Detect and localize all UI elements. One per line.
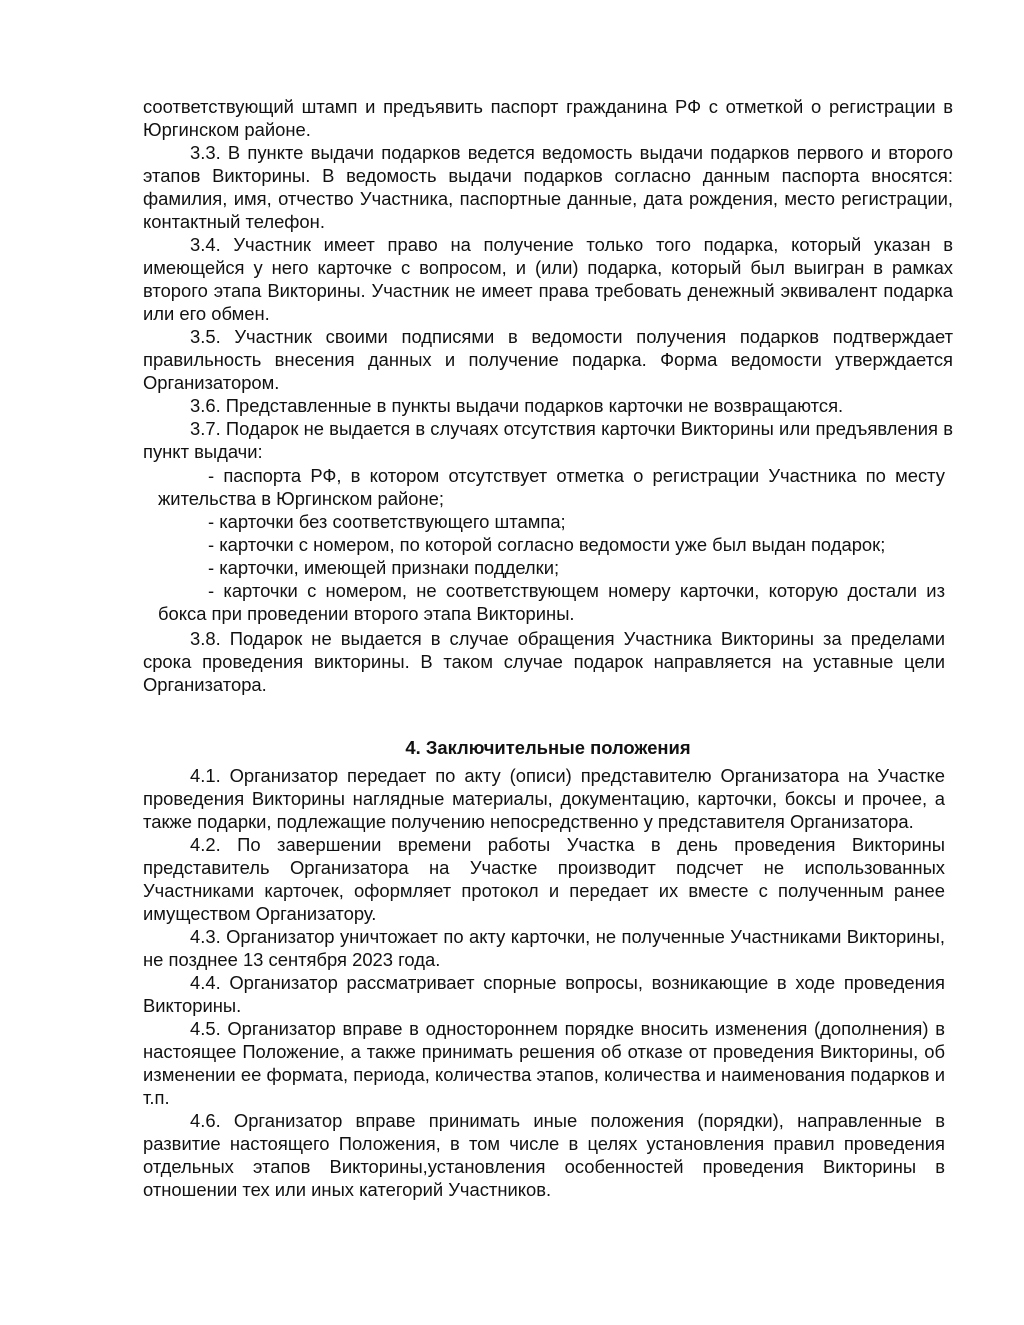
paragraph-4-1: 4.1. Организатор передает по акту (описи) представителю Организатора на Участке проведения Викторины наглядные материалы, документацию, карточки, боксы и прочее, а также подарки, подлежащие получению непосредственно у представителя Организатора. xyxy=(143,765,945,832)
list-item: - паспорта РФ, в котором отсутствует отметка о регистрации Участника по месту жительства в Юргинском районе; xyxy=(158,465,945,509)
section-title: 4. Заключительные положения xyxy=(405,737,691,759)
paragraph-4-4: 4.4. Организатор рассматривает спорные вопросы, возникающие в ходе проведения Викторины. xyxy=(143,972,945,1016)
list-item: - карточки с номером, по которой согласно ведомости уже был выдан подарок; xyxy=(208,534,886,555)
paragraph-4-5: 4.5. Организатор вправе в одностороннем порядке вносить изменения (дополнения) в настоящее Положение, а также принимать решения об отказе от проведения Викторины, об изменении ее формата, периода, количества этапов, количества и наименования подарков и т.п. xyxy=(143,1018,945,1108)
section3-continued xyxy=(143,95,953,463)
list-item: - карточки, имеющей признаки подделки; xyxy=(208,557,560,578)
paragraph-3-2-end: соответствующий штамп и предъявить паспорт гражданина РФ с отметкой о регистрации в Юргинском районе. xyxy=(143,96,953,140)
paragraph-3-7: 3.7. Подарок не выдается в случаях отсутствия карточки Викторины или предъявления в пункт выдачи: xyxy=(143,418,953,462)
paragraph-4-6: 4.6. Организатор вправе принимать иные положения (порядки), направленные в развитие настоящего Положения, в том числе в целях установления правил проведения отдельных этапов Викторины,установления особенностей проведения Викторины в отношении тех или иных категорий Участников. xyxy=(143,1110,945,1200)
paragraph-3-3: 3.3. В пункте выдачи подарков ведется ведомость выдачи подарков первого и второго этапов Викторины. В ведомость выдачи подарков согласно данным паспорта вносятся: фамилия, имя, отчество Участника, паспортные данные, дата рождения, место регистрации, контактный телефон. xyxy=(143,142,953,232)
paragraph-4-3: 4.3. Организатор уничтожает по акту карточки, не полученные Участниками Викторины, не позднее 13 сентября 2023 года. xyxy=(143,926,945,970)
section4-body xyxy=(143,764,945,1201)
paragraph-4-2: 4.2. По завершении времени работы Участка в день проведения Викторины представитель Организатора на Участке производит подсчет не использованных Участниками карточек, оформляет протокол и передает их вместе с полученным ранее имуществом Организатору. xyxy=(143,834,945,924)
paragraph-3-6: 3.6. Представленные в пункты выдачи подарков карточки не возвращаются. xyxy=(190,395,844,416)
paragraph-3-8-block xyxy=(143,627,945,696)
paragraph-3-4: 3.4. Участник имеет право на получение только того подарка, который указан в имеющейся у него карточке с вопросом, и (или) подарка, который был выигран в рамках второго этапа Викторины. Участник не имеет права требовать денежный эквивалент подарка или его обмен. xyxy=(143,234,953,324)
exclusion-list xyxy=(150,464,945,625)
list-item: - карточки без соответствующего штампа; xyxy=(208,511,566,532)
paragraph-3-5: 3.5. Участник своими подписями в ведомости получения подарков подтверждает правильность внесения данных и получение подарка. Форма ведомости утверждается Организатором. xyxy=(143,326,953,393)
list-item: - карточки с номером, не соответствующем номеру карточки, которую достали из бокса при проведении второго этапа Викторины. xyxy=(158,580,945,624)
paragraph-3-8: 3.8. Подарок не выдается в случае обращения Участника Викторины за пределами срока проведения викторины. В таком случае подарок направляется на уставные цели Организатора. xyxy=(143,628,945,695)
